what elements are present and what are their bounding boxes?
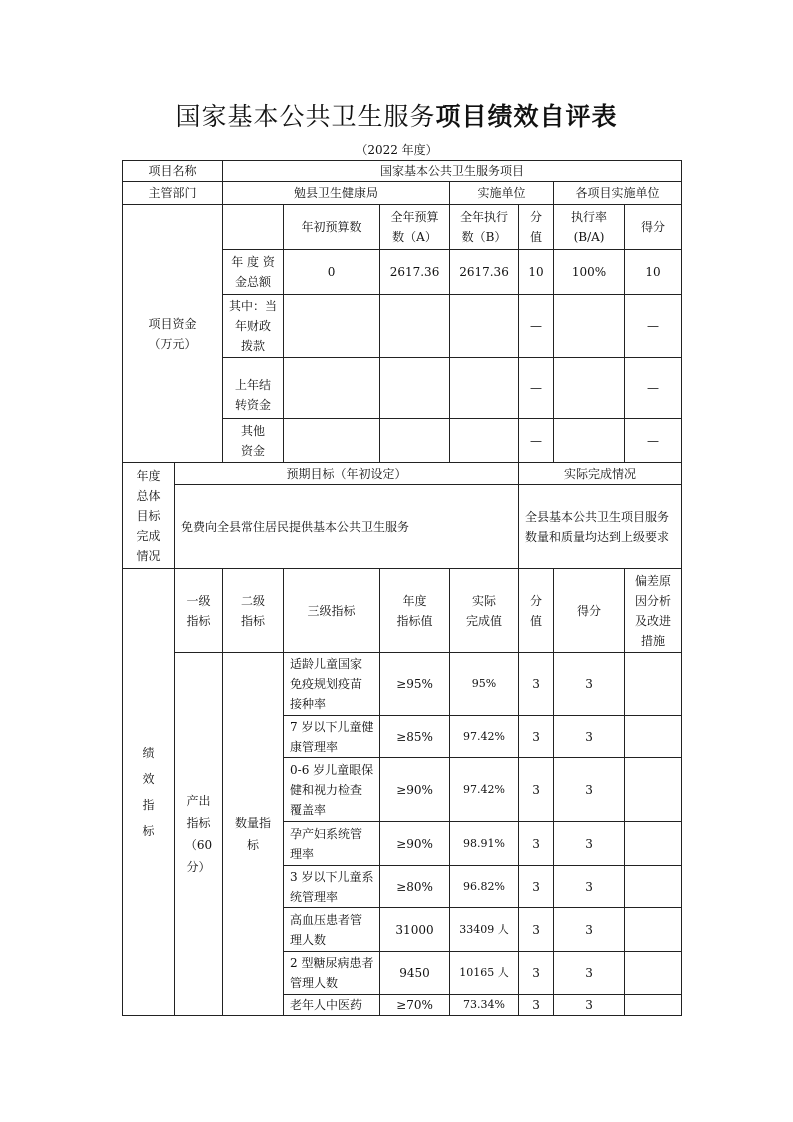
indicator-name: 高血压患者管 理人数 (284, 908, 380, 952)
level2-indicator: 数量指 标 (223, 653, 284, 1016)
funds-cell: — (519, 419, 554, 463)
indicator-got: 3 (554, 653, 625, 716)
indicator-note (625, 653, 682, 716)
funds-cell: 10 (625, 250, 682, 295)
indicator-target: ≥70% (380, 995, 450, 1016)
impl-label: 实施单位 (450, 182, 554, 205)
indicator-target: ≥80% (380, 866, 450, 908)
indicator-score: 3 (519, 822, 554, 866)
indicator-name: 适龄儿童国家 免疫规划疫苗 接种率 (284, 653, 380, 716)
indicator-name: 老年人中医药 (284, 995, 380, 1016)
indicator-name: 3 岁以下儿童系 统管理率 (284, 866, 380, 908)
funds-cell: — (625, 358, 682, 419)
funds-cell: — (519, 295, 554, 358)
funds-cell: 100% (554, 250, 625, 295)
funds-cell (450, 419, 519, 463)
funds-cell: — (519, 358, 554, 419)
dept-label: 主管部门 (123, 182, 223, 205)
indicator-actual: 97.42% (450, 716, 519, 758)
indicator-score: 3 (519, 952, 554, 995)
actual-header: 实际完成情况 (519, 463, 682, 485)
indicator-got: 3 (554, 952, 625, 995)
indicator-score: 3 (519, 716, 554, 758)
indicator-target: ≥90% (380, 758, 450, 822)
indicator-target: ≥90% (380, 822, 450, 866)
indicator-actual: 95% (450, 653, 519, 716)
funds-cell (284, 419, 380, 463)
project-name-label: 项目名称 (123, 161, 223, 182)
funds-header: 分 值 (519, 205, 554, 250)
funds-header: 得分 (625, 205, 682, 250)
project-name-value: 国家基本公共卫生服务项目 (223, 161, 682, 182)
funds-row-label: 上年结 转资金 (223, 358, 284, 419)
indicator-score: 3 (519, 653, 554, 716)
funds-cell (450, 295, 519, 358)
indicator-score: 3 (519, 866, 554, 908)
indicator-got: 3 (554, 908, 625, 952)
perf-header: 年度 指标值 (380, 569, 450, 653)
indicator-name: 2 型糖尿病患者 管理人数 (284, 952, 380, 995)
indicator-name: 孕产妇系统管 理率 (284, 822, 380, 866)
perf-header: 偏差原 因分析 及改进 措施 (625, 569, 682, 653)
indicator-name: 0-6 岁儿童眼保 健和视力检查 覆盖率 (284, 758, 380, 822)
funds-cell (380, 358, 450, 419)
impl-value: 各项目实施单位 (554, 182, 682, 205)
indicator-score: 3 (519, 758, 554, 822)
indicator-got: 3 (554, 822, 625, 866)
indicator-note (625, 952, 682, 995)
funds-cell (554, 358, 625, 419)
funds-cell (380, 295, 450, 358)
indicator-note (625, 866, 682, 908)
funds-cell (284, 295, 380, 358)
funds-cell: 2617.36 (450, 250, 519, 295)
indicator-score: 3 (519, 908, 554, 952)
indicator-note (625, 758, 682, 822)
funds-row-label: 其他 资金 (223, 419, 284, 463)
indicator-actual: 33409 人 (450, 908, 519, 952)
funds-label: 项目资金 （万元） (123, 205, 223, 463)
funds-cell (284, 358, 380, 419)
funds-header: 执行率 (B/A) (554, 205, 625, 250)
year-label: （2022 年度） (355, 143, 438, 157)
indicator-note (625, 908, 682, 952)
perf-label: 绩 效 指 标 (123, 569, 175, 1016)
title-part1: 国家基本公共卫生服务 (175, 102, 436, 131)
funds-corner (223, 205, 284, 250)
funds-cell: 10 (519, 250, 554, 295)
actual-result: 全县基本公共卫生项目服务数量和质量均达到上级要求 (519, 485, 682, 569)
page-title (0, 97, 793, 133)
indicator-target: 31000 (380, 908, 450, 952)
self-evaluation-table (122, 160, 682, 1016)
indicator-got: 3 (554, 866, 625, 908)
funds-cell: 0 (284, 250, 380, 295)
indicator-got: 3 (554, 758, 625, 822)
funds-header: 全年预算 数（A） (380, 205, 450, 250)
indicator-target: ≥85% (380, 716, 450, 758)
indicator-name: 7 岁以下儿童健 康管理率 (284, 716, 380, 758)
level1-indicator: 产出 指标 （60 分） (175, 653, 223, 1016)
perf-header: 一级 指标 (175, 569, 223, 653)
indicator-note (625, 716, 682, 758)
funds-cell (554, 295, 625, 358)
indicator-got: 3 (554, 716, 625, 758)
perf-header: 三级指标 (284, 569, 380, 653)
indicator-target: 9450 (380, 952, 450, 995)
indicator-actual: 96.82% (450, 866, 519, 908)
indicator-actual: 73.34% (450, 995, 519, 1016)
funds-cell (554, 419, 625, 463)
perf-header: 分 值 (519, 569, 554, 653)
expected-header: 预期目标（年初设定） (175, 463, 519, 485)
funds-header: 年初预算数 (284, 205, 380, 250)
goals-label: 年度 总体 目标 完成 情况 (123, 463, 175, 569)
indicator-actual: 10165 人 (450, 952, 519, 995)
indicator-note (625, 995, 682, 1016)
indicator-target: ≥95% (380, 653, 450, 716)
indicator-score: 3 (519, 995, 554, 1016)
funds-row-label: 年 度 资 金总额 (223, 250, 284, 295)
funds-header: 全年执行 数（B） (450, 205, 519, 250)
funds-cell: — (625, 295, 682, 358)
perf-header: 二级 指标 (223, 569, 284, 653)
funds-cell (450, 358, 519, 419)
dept-value: 勉县卫生健康局 (223, 182, 450, 205)
funds-cell: — (625, 419, 682, 463)
funds-cell (380, 419, 450, 463)
expected-goal: 免费向全县常住居民提供基本公共卫生服务 (175, 485, 519, 569)
indicator-got: 3 (554, 995, 625, 1016)
title-part2: 项目绩效自评表 (435, 102, 618, 131)
funds-cell: 2617.36 (380, 250, 450, 295)
indicator-actual: 98.91% (450, 822, 519, 866)
perf-header: 得分 (554, 569, 625, 653)
funds-row-label: 其中：当 年财政 拨款 (223, 295, 284, 358)
indicator-actual: 97.42% (450, 758, 519, 822)
perf-header: 实际 完成值 (450, 569, 519, 653)
indicator-note (625, 822, 682, 866)
